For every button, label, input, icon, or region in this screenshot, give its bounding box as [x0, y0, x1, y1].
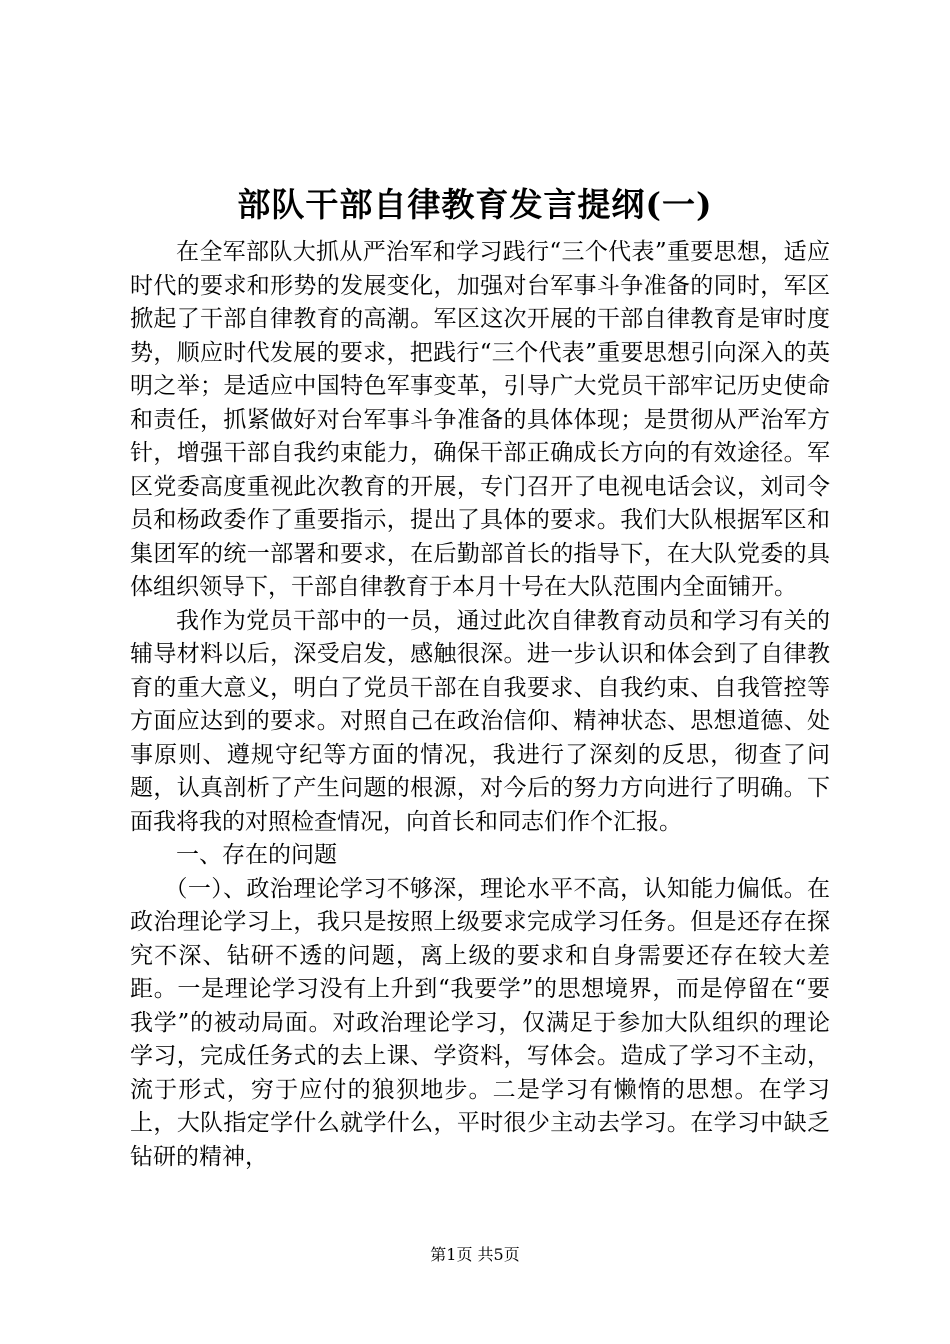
document-title: 部队干部自律教育发言提纲(一)	[237, 185, 713, 224]
body-paragraph-1: 在全军部队大抓从严治军和学习践行“三个代表”重要思想，适应时代的要求和形势的发展变化，加强对台军事斗争准备的同时，军区掀起了干部自律教育的高潮。军区这次开展的干部自律教育是审时度势，顺应时代发展的要求，把践行“三个代表”重要思想引向深入的英明之举；是适应中国特色军事变革，引导广大党员干部牢记历史使命和责任，抓紧做好对台军事斗争准备的具体体现；是贯彻从严治军方针，增强干部自我约束能力，确保干部正确成长方向的有效途径。军区党委高度重视此次教育的开展，专门召开了电视电话会议，刘司令员和杨政委作了重要指示，提出了具体的要求。我们大队根据军区和集团军的统一部署和要求，在后勤部首长的指导下，在大队党委的具体组织领导下，干部自律教育于本月十号在大队范围内全面铺开。	[130, 239, 830, 600]
body-paragraph-2: 我作为党员干部中的一员，通过此次自律教育动员和学习有关的辅导材料以后，深受启发，感触很深。进一步认识和体会到了自律教育的重大意义，明白了党员干部在自我要求、自我约束、自我管控等方面应达到的要求。对照自己在政治信仰、精神状态、思想道德、处事原则、遵规守纪等方面的情况，我进行了深刻的反思，彻查了问题，认真剖析了产生问题的根源，对今后的努力方向进行了明确。下面我将我的对照检查情况，向首长和同志们作个汇报。	[130, 607, 830, 835]
document-body	[130, 236, 830, 1174]
subsection-paragraph: （一）、政治理论学习不够深，理论水平不高，认知能力偏低。在政治理论学习上，我只是按照上级要求完成学习任务。但是还存在探究不深、钻研不透的问题，离上级的要求和自身需要还存在较大差距。一是理论学习没有上升到“我要学”的思想境界，而是停留在“要我学”的被动局面。对政治理论学习，仅满足于参加大队组织的理论学习，完成任务式的去上课、学资料，写体会。造成了学习不主动，流于形式，穷于应付的狼狈地步。二是学习有懒惰的思想。在学习上，大队指定学什么就学什么，平时很少主动去学习。在学习中缺乏钻研的精神，	[130, 875, 830, 1170]
page-footer: 第1页 共5页	[430, 1245, 520, 1264]
section-heading: 一、存在的问题	[176, 842, 337, 868]
